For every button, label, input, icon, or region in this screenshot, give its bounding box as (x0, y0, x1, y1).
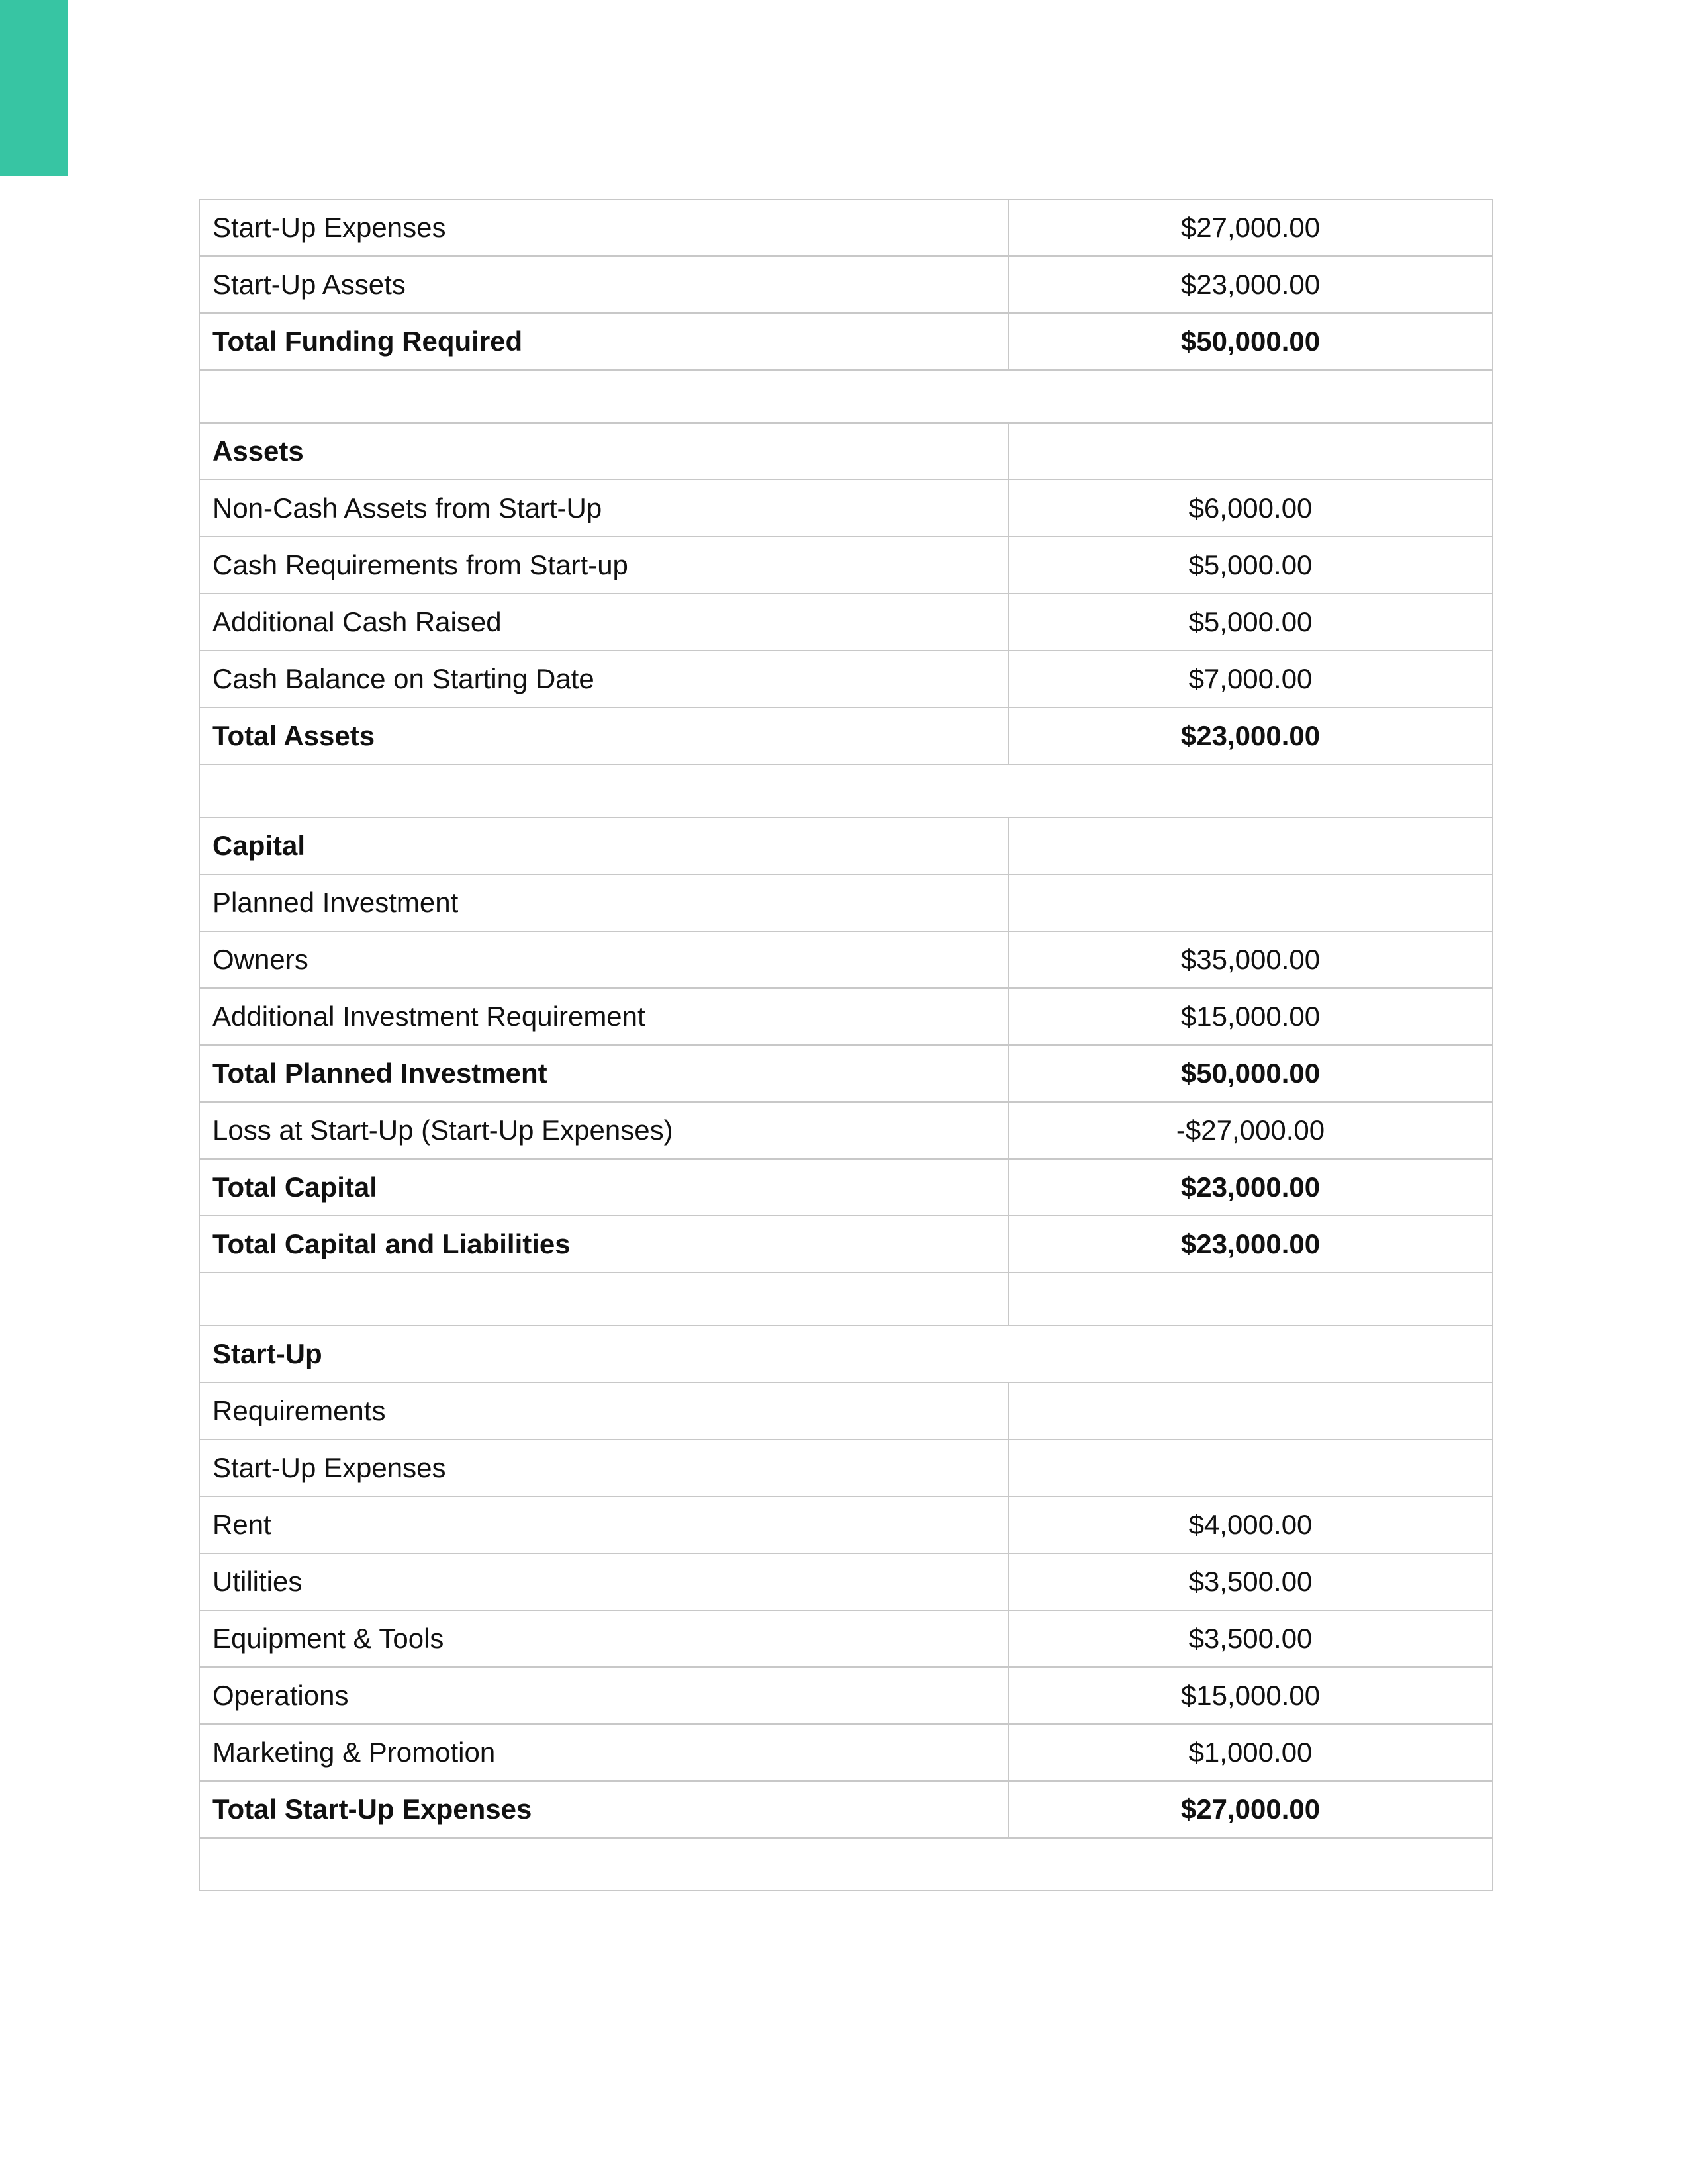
row-value (1008, 1439, 1493, 1496)
spacer-row (199, 370, 1493, 423)
row-value: $27,000.00 (1008, 199, 1493, 256)
row-label: Total Planned Investment (199, 1045, 1008, 1102)
row-label: Owners (199, 931, 1008, 988)
accent-tab (0, 0, 68, 176)
row-value: $27,000.00 (1008, 1781, 1493, 1838)
row-label: Start-Up Expenses (199, 199, 1008, 256)
row-value: $50,000.00 (1008, 1045, 1493, 1102)
table-row (199, 1724, 1493, 1781)
table-row (199, 1496, 1493, 1553)
row-label: Requirements (199, 1383, 1008, 1439)
row-value: $23,000.00 (1008, 256, 1493, 313)
row-label: Total Capital and Liabilities (199, 1216, 1008, 1273)
total-row (199, 1781, 1493, 1838)
row-label: Total Funding Required (199, 313, 1008, 370)
row-label: Additional Investment Requirement (199, 988, 1008, 1045)
row-label: Total Capital (199, 1159, 1008, 1216)
row-value (1008, 874, 1493, 931)
row-label: Start-Up Expenses (199, 1439, 1008, 1496)
row-value (1008, 423, 1493, 480)
row-label: Total Start-Up Expenses (199, 1781, 1008, 1838)
row-label: Total Assets (199, 707, 1008, 764)
row-label: Equipment & Tools (199, 1610, 1008, 1667)
row-label: Rent (199, 1496, 1008, 1553)
table-row (199, 480, 1493, 537)
table-row (199, 537, 1493, 594)
spacer-cell (199, 1838, 1493, 1891)
row-value: $7,000.00 (1008, 651, 1493, 707)
row-value: $23,000.00 (1008, 707, 1493, 764)
spacer-cell (1008, 1273, 1493, 1326)
row-value: $4,000.00 (1008, 1496, 1493, 1553)
row-label: Operations (199, 1667, 1008, 1724)
spacer-cell (199, 370, 1493, 423)
row-value: $23,000.00 (1008, 1216, 1493, 1273)
spacer-cell (199, 764, 1493, 817)
row-value: $1,000.00 (1008, 1724, 1493, 1781)
section-header: Start-Up (199, 1326, 1493, 1383)
section-header: Capital (199, 817, 1008, 874)
row-value: $5,000.00 (1008, 537, 1493, 594)
spacer-cell (199, 1273, 1008, 1326)
table-row (199, 1439, 1493, 1496)
row-label: Cash Balance on Starting Date (199, 651, 1008, 707)
total-row (199, 1159, 1493, 1216)
spacer-row (199, 764, 1493, 817)
row-value: $50,000.00 (1008, 313, 1493, 370)
row-label: Utilities (199, 1553, 1008, 1610)
row-label: Loss at Start-Up (Start-Up Expenses) (199, 1102, 1008, 1159)
table-row (199, 594, 1493, 651)
total-row (199, 1045, 1493, 1102)
table-row (199, 1610, 1493, 1667)
row-value: $35,000.00 (1008, 931, 1493, 988)
spacer-row (199, 1838, 1493, 1891)
table-row (199, 1102, 1493, 1159)
row-value: $15,000.00 (1008, 1667, 1493, 1724)
table-row (199, 874, 1493, 931)
row-value (1008, 817, 1493, 874)
table-row (199, 931, 1493, 988)
total-row (199, 707, 1493, 764)
row-label: Marketing & Promotion (199, 1724, 1008, 1781)
startup-funding-table (199, 199, 1493, 1891)
row-value: $23,000.00 (1008, 1159, 1493, 1216)
section-header-row (199, 423, 1493, 480)
row-value: $15,000.00 (1008, 988, 1493, 1045)
total-row (199, 313, 1493, 370)
row-value: $5,000.00 (1008, 594, 1493, 651)
table-row (199, 651, 1493, 707)
total-row (199, 1216, 1493, 1273)
row-label: Cash Requirements from Start-up (199, 537, 1008, 594)
row-value: $3,500.00 (1008, 1553, 1493, 1610)
table-row (199, 988, 1493, 1045)
row-label: Non-Cash Assets from Start-Up (199, 480, 1008, 537)
row-label: Start-Up Assets (199, 256, 1008, 313)
table-row (199, 199, 1493, 256)
section-header-row (199, 1326, 1493, 1383)
row-label: Additional Cash Raised (199, 594, 1008, 651)
row-label: Planned Investment (199, 874, 1008, 931)
row-value: -$27,000.00 (1008, 1102, 1493, 1159)
table-row (199, 1667, 1493, 1724)
section-header-row (199, 817, 1493, 874)
row-value: $3,500.00 (1008, 1610, 1493, 1667)
section-header: Assets (199, 423, 1008, 480)
row-value: $6,000.00 (1008, 480, 1493, 537)
spacer-row (199, 1273, 1493, 1326)
table-row (199, 256, 1493, 313)
table-row (199, 1553, 1493, 1610)
row-value (1008, 1383, 1493, 1439)
table-row (199, 1383, 1493, 1439)
